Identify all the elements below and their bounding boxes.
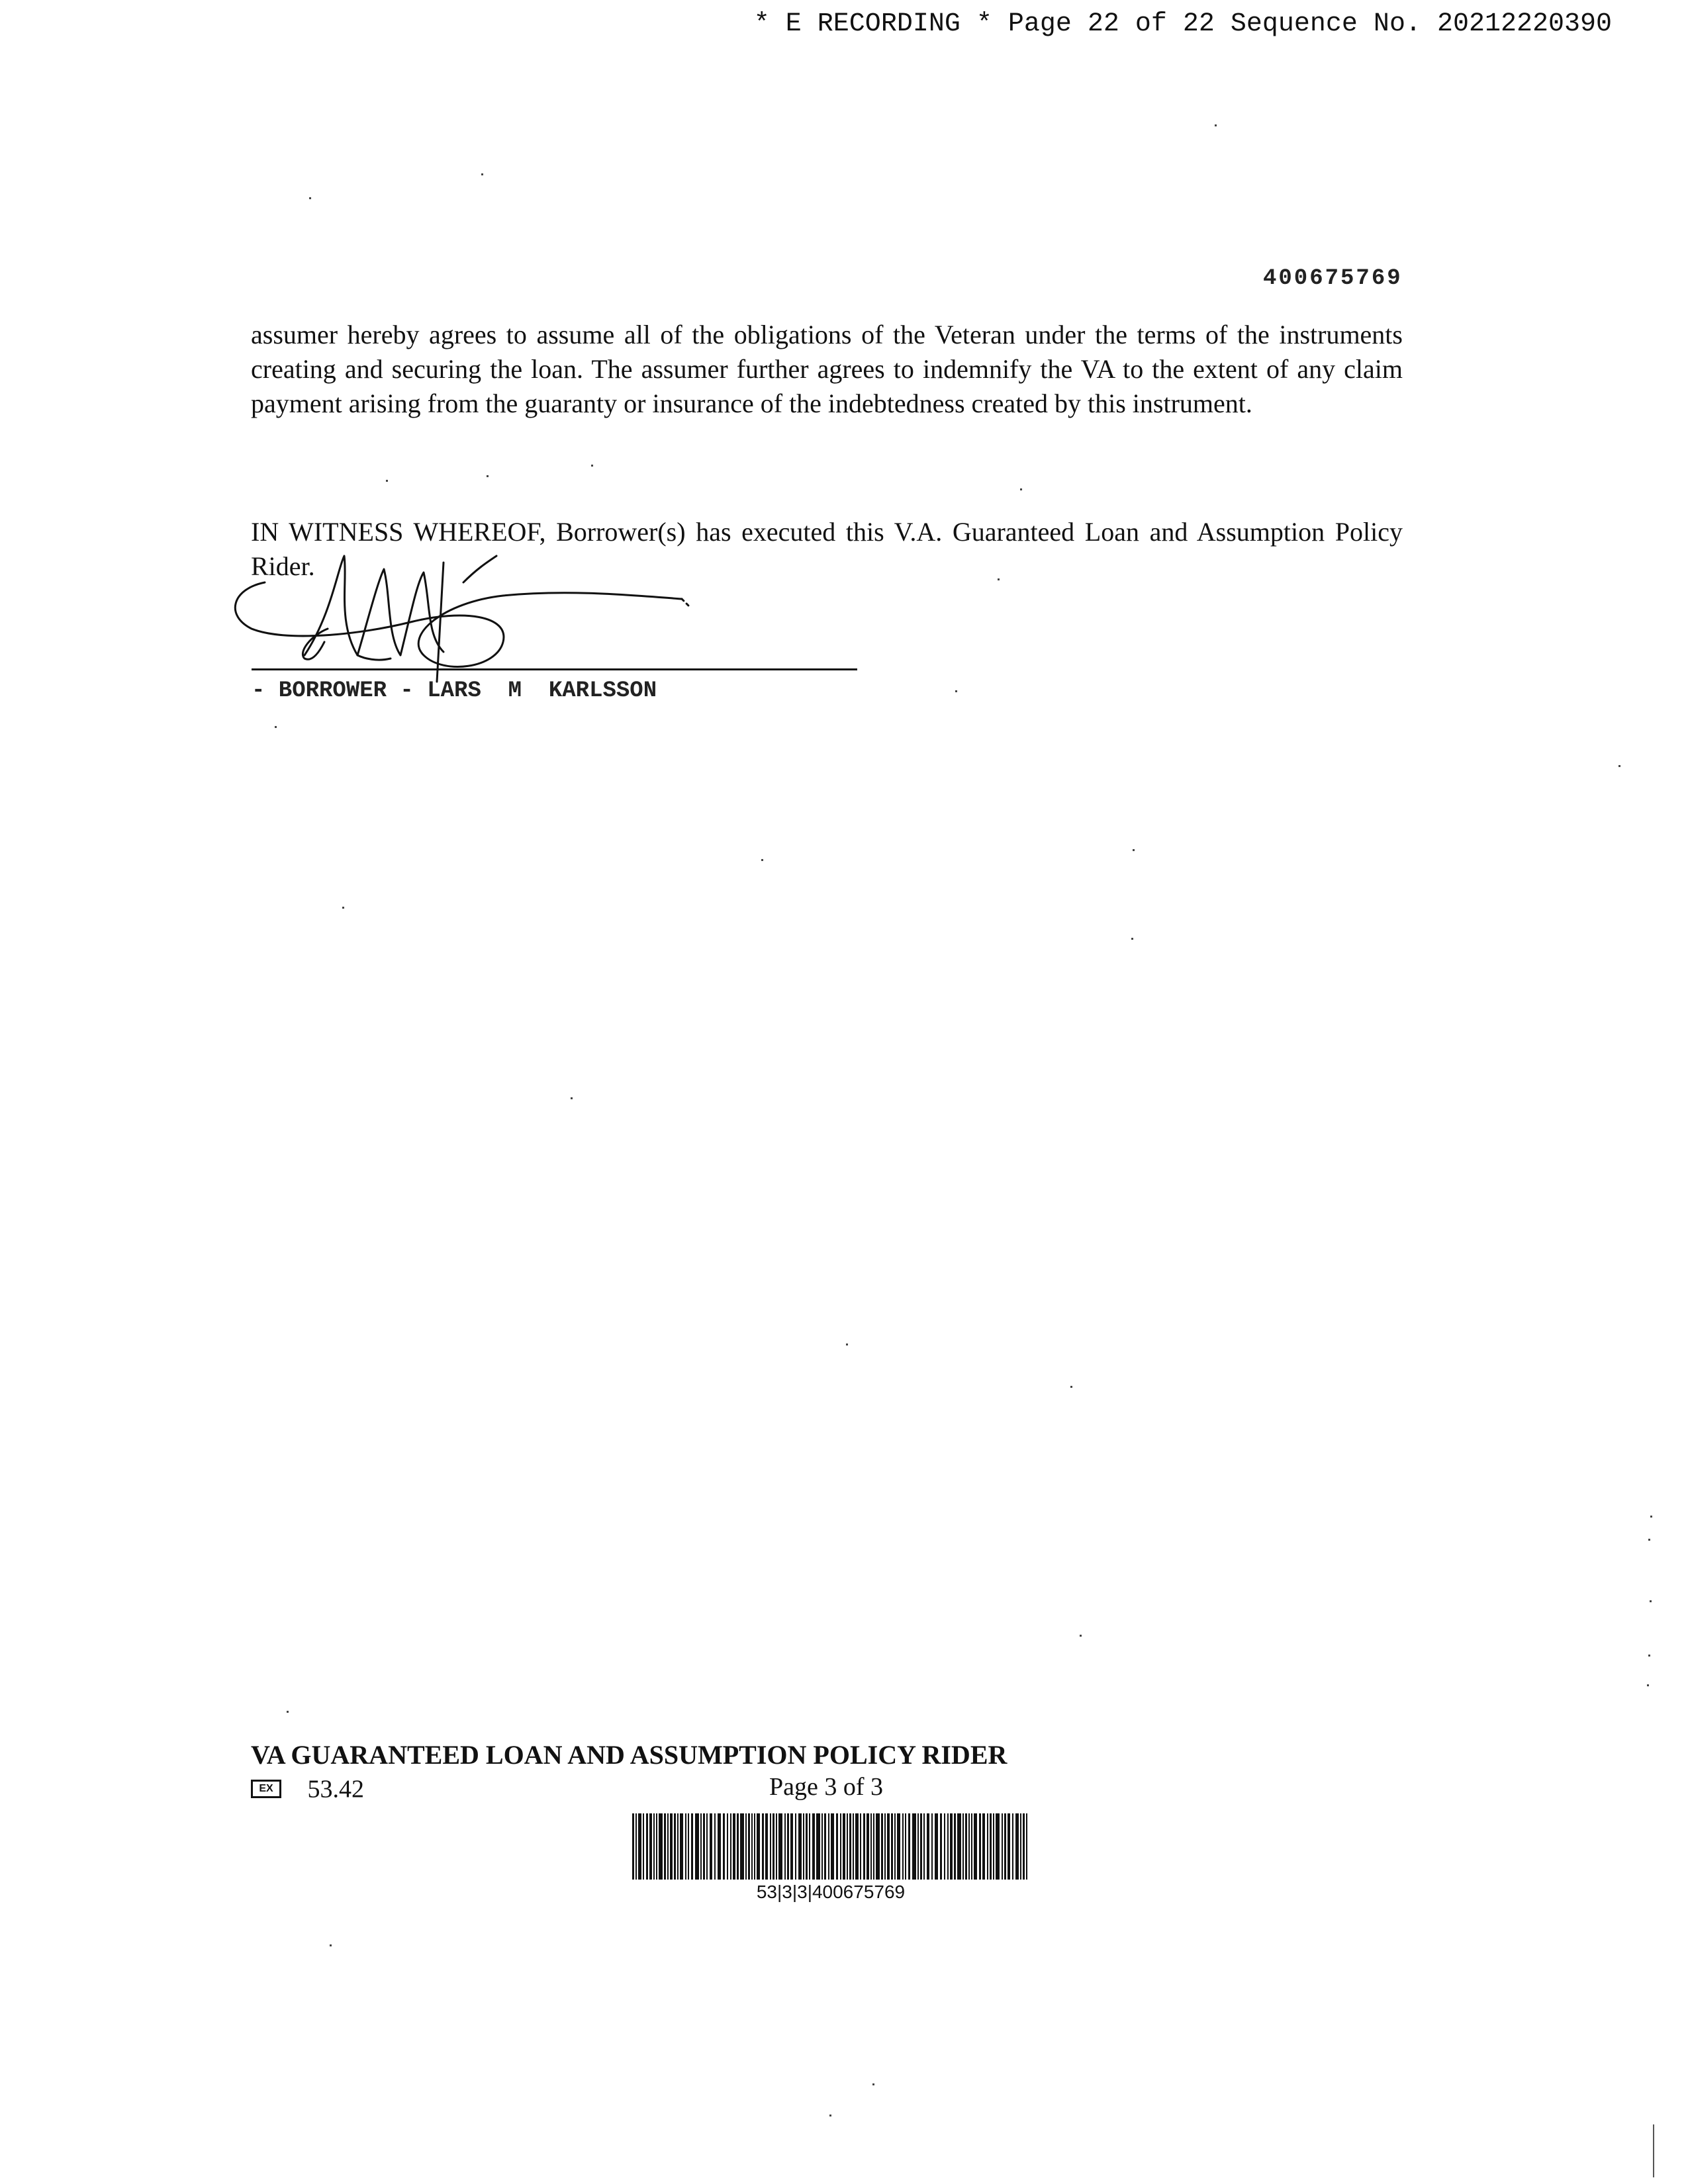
scan-speck <box>330 1944 332 1946</box>
barcode-bar <box>944 1813 945 1880</box>
scan-speck <box>386 480 388 482</box>
barcode-bar <box>806 1813 808 1880</box>
page-count: Page 3 of 3 <box>769 1773 884 1801</box>
barcode-bar <box>740 1813 744 1880</box>
barcode-bar <box>677 1813 679 1880</box>
barcode-bar <box>773 1813 774 1880</box>
barcode-bar <box>897 1813 900 1880</box>
barcode-bar <box>894 1813 896 1880</box>
barcode-bar <box>714 1813 716 1880</box>
barcode-bar <box>908 1813 910 1880</box>
scan-speck <box>955 690 957 692</box>
barcode-bar <box>776 1813 777 1880</box>
barcode-bar <box>638 1813 641 1880</box>
barcode-bar <box>821 1813 823 1880</box>
scan-speck <box>487 475 489 477</box>
barcode-bar <box>987 1813 988 1880</box>
scan-speck <box>829 2115 831 2116</box>
barcode-bar <box>659 1813 663 1880</box>
scan-speck <box>287 1711 289 1713</box>
barcode-bar <box>748 1813 750 1880</box>
barcode-bar <box>876 1813 880 1880</box>
barcode-bar <box>803 1813 804 1880</box>
barcode-bar <box>745 1813 747 1880</box>
barcode-bar <box>920 1813 922 1880</box>
scan-speck <box>342 907 344 909</box>
barcode-bar <box>849 1813 851 1880</box>
barcode-bar <box>703 1813 705 1880</box>
barcode-bar <box>935 1813 938 1880</box>
barcode-bar <box>982 1813 985 1880</box>
barcode-bar <box>765 1813 768 1880</box>
barcode-bar <box>643 1813 644 1880</box>
barcode-bar <box>843 1813 845 1880</box>
barcode-bar <box>674 1813 676 1880</box>
barcode-bar <box>809 1813 810 1880</box>
scan-speck <box>571 1097 573 1099</box>
barcode-bar <box>873 1813 874 1880</box>
barcode-bar <box>870 1813 872 1880</box>
scan-speck <box>1648 1655 1650 1657</box>
barcode-bar <box>667 1813 669 1880</box>
barcode-bar <box>656 1813 657 1880</box>
scan-edge-mark <box>1653 2124 1654 2177</box>
barcode-bar <box>940 1813 942 1880</box>
barcode-bar <box>971 1813 972 1880</box>
barcode-bar <box>646 1813 648 1880</box>
barcode-bar <box>917 1813 919 1880</box>
barcode-bar <box>1026 1813 1027 1880</box>
barcode-bar <box>853 1813 854 1880</box>
barcode-bar <box>816 1813 820 1880</box>
barcode-bar <box>685 1813 686 1880</box>
barcode-bar <box>670 1813 673 1880</box>
barcode-bar <box>947 1813 949 1880</box>
barcode-bar <box>691 1813 693 1880</box>
barcode-bar <box>737 1813 739 1880</box>
witness-paragraph: IN WITNESS WHEREOF, Borrower(s) has executed this V.A. Guaranteed Loan and Assumption Policy Rider. <box>251 517 1403 581</box>
ex-badge-icon: EX <box>251 1780 281 1798</box>
barcode-bar <box>905 1813 906 1880</box>
barcode-bar <box>887 1813 890 1880</box>
form-code: 53.42 <box>307 1775 364 1803</box>
barcode-bar <box>1020 1813 1021 1880</box>
barcode-bar <box>993 1813 994 1880</box>
scan-speck <box>1648 1539 1650 1541</box>
barcode-bar <box>1008 1813 1010 1880</box>
barcode-bar <box>828 1813 829 1880</box>
scan-speck <box>1650 1600 1652 1602</box>
barcode-bar <box>954 1813 956 1880</box>
scan-speck <box>761 859 763 861</box>
scan-speck <box>1647 1684 1649 1686</box>
barcode-bar <box>649 1813 652 1880</box>
barcode-bar <box>965 1813 967 1880</box>
barcode-bar <box>757 1813 760 1880</box>
barcode-bar <box>784 1813 786 1880</box>
scan-speck <box>1650 1516 1652 1518</box>
barcode-bar <box>680 1813 683 1880</box>
barcode-bar <box>884 1813 886 1880</box>
barcode-bar <box>1012 1813 1013 1880</box>
barcode-bar <box>770 1813 771 1880</box>
scan-speck <box>1020 488 1022 490</box>
scan-speck <box>1618 765 1620 767</box>
loan-number: 400675769 <box>1263 266 1403 291</box>
barcode-bar <box>653 1813 655 1880</box>
barcode-bar <box>723 1813 725 1880</box>
barcode-bar <box>881 1813 883 1880</box>
barcode-bar <box>974 1813 977 1880</box>
barcode-bar <box>931 1813 933 1880</box>
barcode-bar <box>710 1813 712 1880</box>
scan-speck <box>481 173 483 175</box>
form-code-row <box>251 1772 913 1805</box>
barcode-bar <box>632 1813 634 1880</box>
barcode-bar <box>706 1813 708 1880</box>
scan-speck <box>1133 849 1135 851</box>
barcode-bar <box>968 1813 970 1880</box>
barcode-bar <box>733 1813 735 1880</box>
barcode-bar <box>990 1813 992 1880</box>
barcode-bar <box>847 1813 848 1880</box>
barcode-bar <box>664 1813 666 1880</box>
barcode-bar <box>762 1813 764 1880</box>
barcode-bar <box>836 1813 838 1880</box>
barcode-bar <box>860 1813 861 1880</box>
scan-speck <box>1131 938 1133 940</box>
scan-speck <box>591 465 593 467</box>
barcode-bar <box>950 1813 953 1880</box>
scan-speck <box>1080 1635 1082 1637</box>
barcode-bar <box>912 1813 916 1880</box>
assumption-paragraph: assumer hereby agrees to assume all of the obligations of the Veteran under the terms of the instruments creating and securing the loan. The assumer further agrees to indemnify the VA to the extent of any claim payment arising from the guaranty or insurance of the indebtedness created by this instrument. <box>251 320 1403 418</box>
barcode-bar <box>923 1813 925 1880</box>
borrower-caption: - BORROWER - LARS M KARLSSON <box>252 678 657 704</box>
barcode-bar <box>927 1813 929 1880</box>
barcode-bar <box>727 1813 728 1880</box>
scan-speck <box>275 726 277 728</box>
signature-line <box>252 668 857 670</box>
barcode-bar <box>962 1813 964 1880</box>
scan-speck <box>1070 1386 1072 1388</box>
barcode-bar <box>867 1813 869 1880</box>
barcode-bar <box>778 1813 782 1880</box>
scan-speck <box>1215 124 1217 126</box>
barcode-bar <box>996 1813 1000 1880</box>
barcode-bar <box>688 1813 689 1880</box>
barcode-bar <box>787 1813 789 1880</box>
barcode-bar <box>1023 1813 1025 1880</box>
barcode-bar <box>700 1813 702 1880</box>
barcode-bar <box>795 1813 796 1880</box>
barcode-bar <box>751 1813 753 1880</box>
barcode-bar <box>863 1813 865 1880</box>
barcode-bar <box>855 1813 859 1880</box>
barcode-bar <box>695 1813 699 1880</box>
barcode-bar <box>812 1813 815 1880</box>
scan-speck <box>309 197 311 199</box>
barcode-bar <box>718 1813 721 1880</box>
barcode-bar <box>754 1813 755 1880</box>
barcode-bar <box>1015 1813 1019 1880</box>
barcode-bar <box>635 1813 637 1880</box>
recording-header-stamp: * E RECORDING * Page 22 of 22 Sequence No. 20212220390 <box>753 9 1612 39</box>
rider-title: VA GUARANTEED LOAN AND ASSUMPTION POLICY RIDER <box>251 1740 1008 1770</box>
barcode-bar <box>790 1813 793 1880</box>
barcode-bar <box>730 1813 731 1880</box>
barcode-text: 53|3|3|400675769 <box>756 1882 906 1902</box>
barcode-bar <box>798 1813 802 1880</box>
barcode <box>632 1813 1029 1880</box>
scan-speck <box>998 578 1000 580</box>
barcode-bar <box>891 1813 893 1880</box>
barcode-bar <box>840 1813 841 1880</box>
barcode-bar <box>957 1813 961 1880</box>
barcode-bar <box>902 1813 904 1880</box>
barcode-bar <box>979 1813 981 1880</box>
barcode-bar <box>831 1813 834 1880</box>
barcode-bar <box>1004 1813 1006 1880</box>
barcode-bar <box>1002 1813 1003 1880</box>
scan-speck <box>846 1343 848 1345</box>
scan-speck <box>872 2083 874 2085</box>
barcode-bar <box>824 1813 826 1880</box>
